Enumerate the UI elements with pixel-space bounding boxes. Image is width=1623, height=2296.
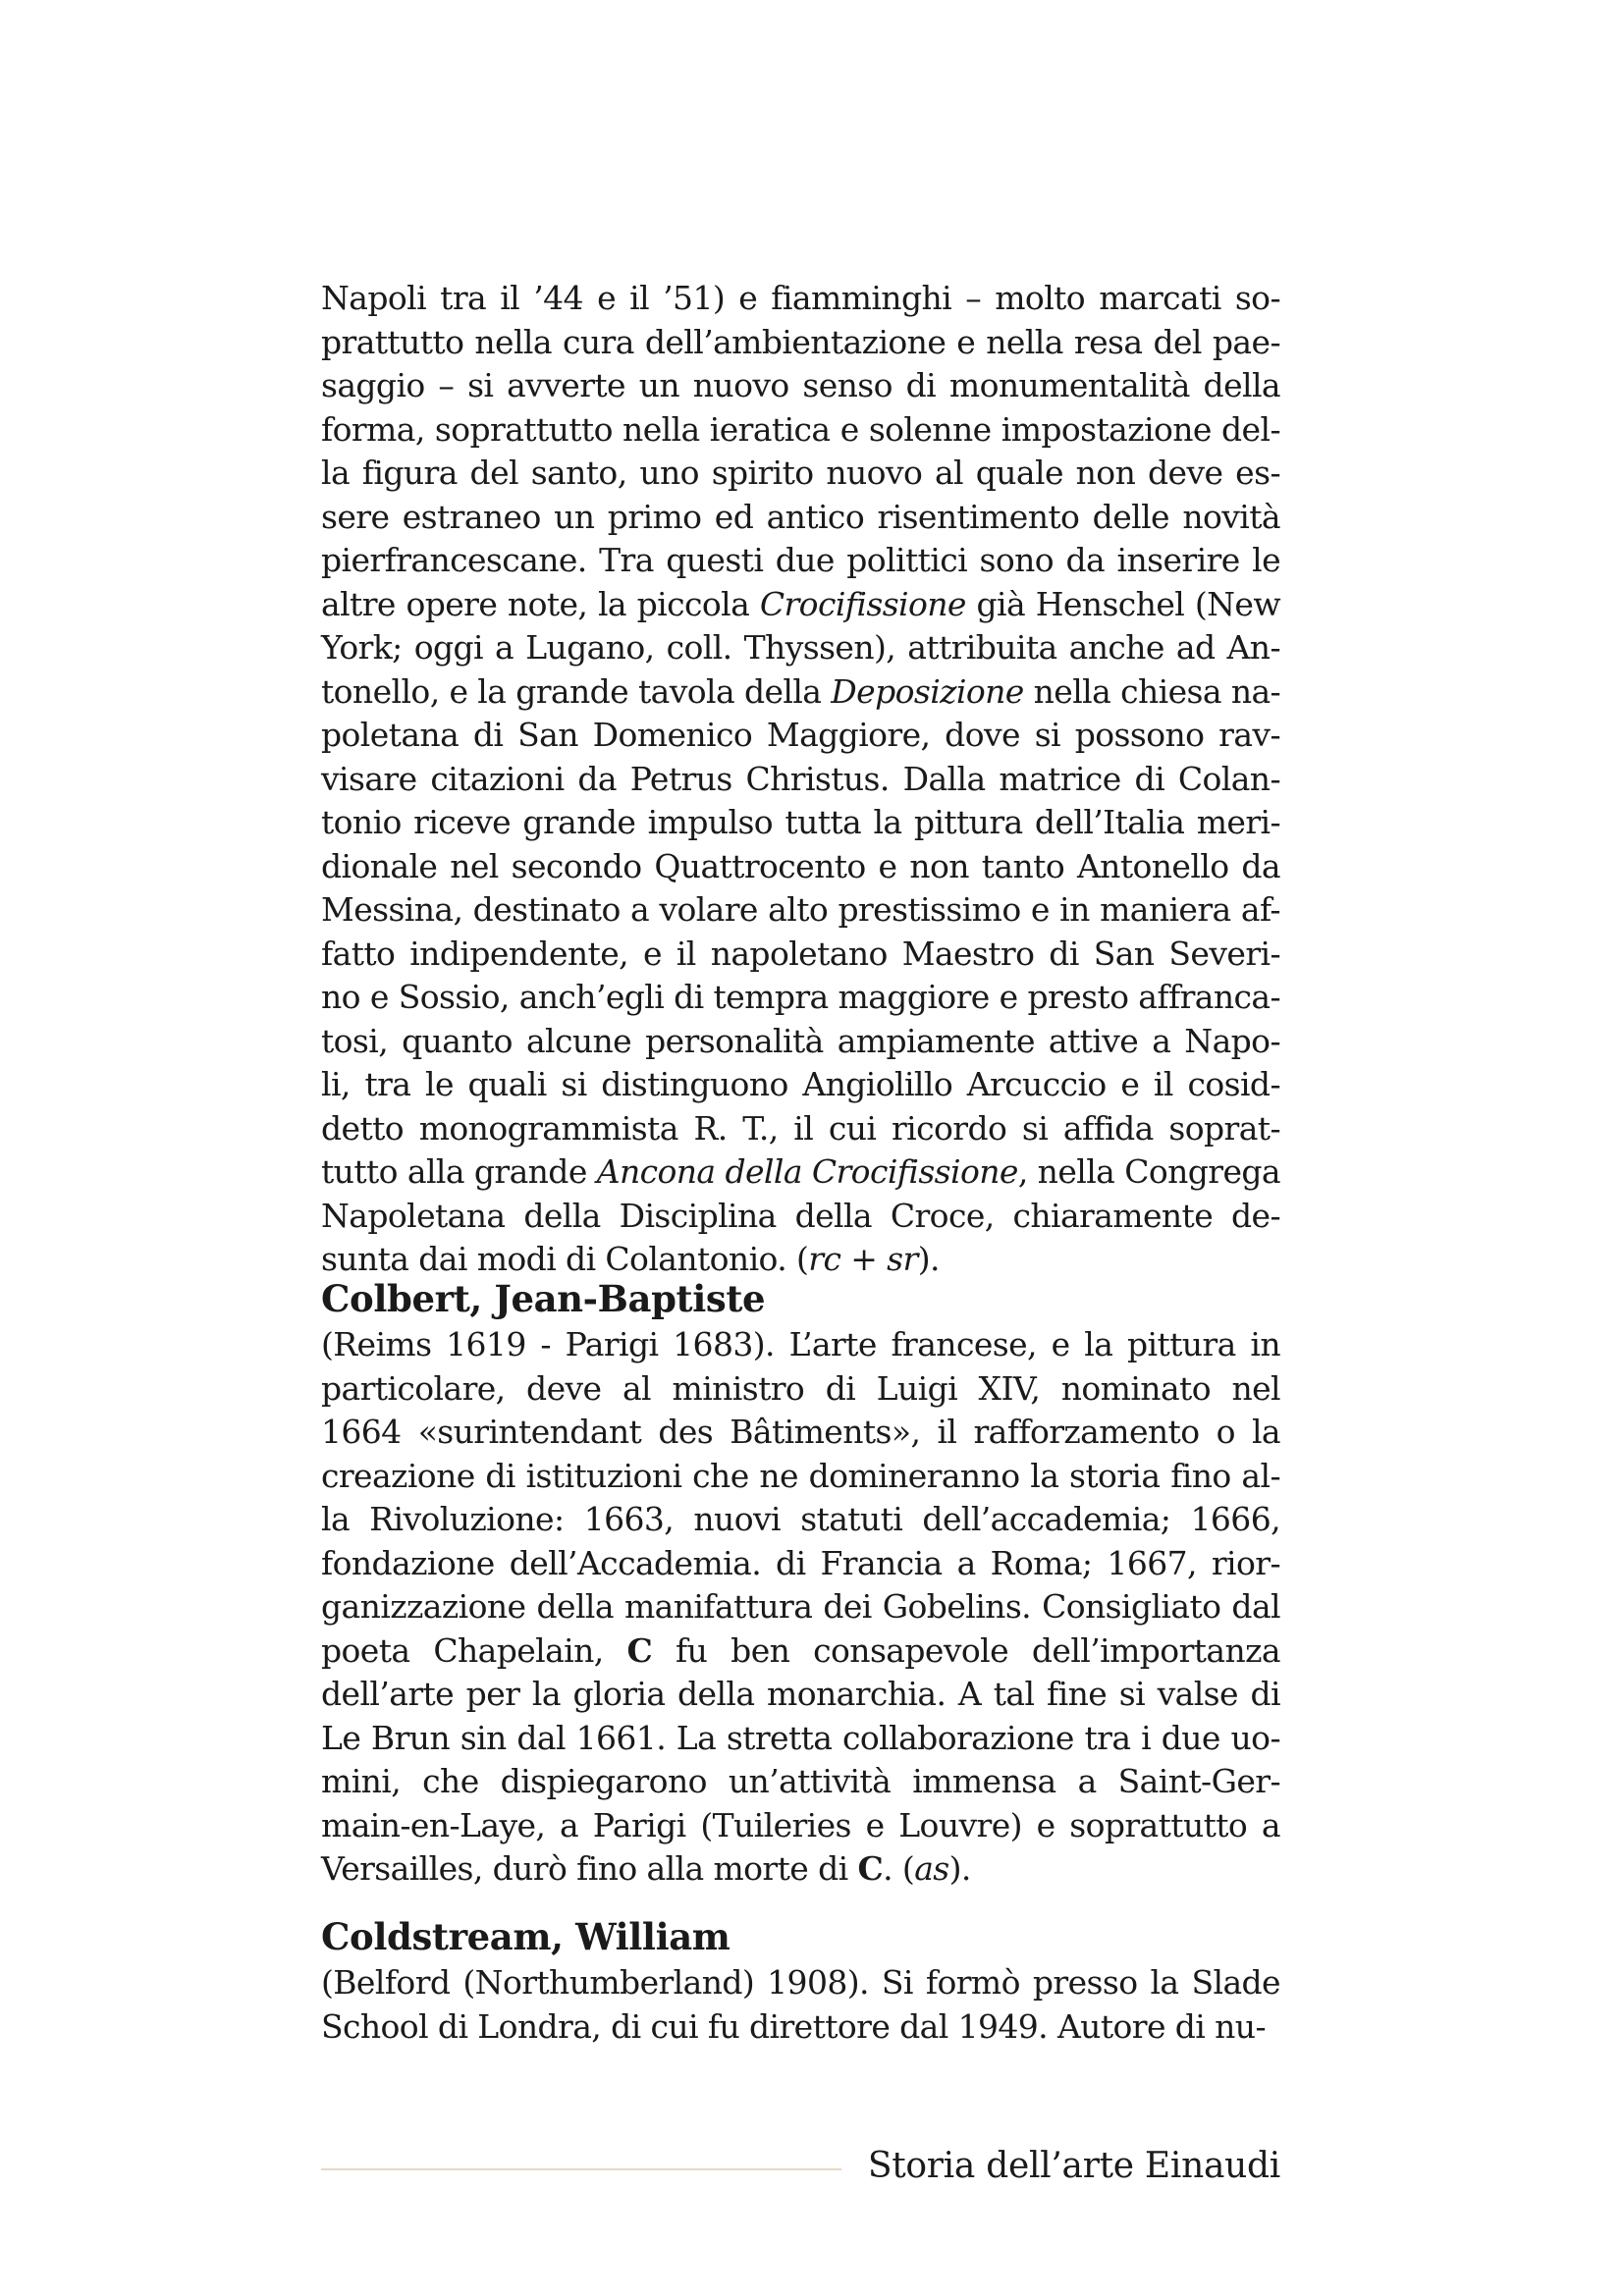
text-segment: altre opere note, la piccola (321, 584, 760, 623)
entry-colbert (321, 1274, 1280, 1892)
text-segment: tonio riceve grande impulso tutta la pittura dell’Italia meri- (321, 803, 1280, 841)
text-line (321, 845, 1280, 889)
text-segment: tutto alla grande (321, 1152, 597, 1191)
italic-text: Crocifissione (759, 584, 966, 623)
text-line (321, 1498, 1280, 1542)
text-line (321, 1629, 1280, 1674)
text-segment: nella chiesa na- (1023, 671, 1281, 711)
italic-text: rc + sr (808, 1240, 918, 1278)
text-line (321, 933, 1280, 977)
text-segment: . ( (883, 1849, 915, 1888)
text-segment: già Henschel (New (965, 584, 1280, 623)
text-segment: li, tra le quali si distinguono Angiolillo Arcuccio e il cosid- (321, 1065, 1280, 1103)
text-line (321, 1411, 1280, 1455)
text-segment: sunta dai modi di Colantonio. ( (321, 1240, 809, 1278)
text-segment: visare citazioni da Petrus Christus. Dalla matrice di Colan- (321, 759, 1280, 798)
italic-text: Deposizione (831, 671, 1024, 711)
text-line (321, 1760, 1280, 1804)
text-line (321, 714, 1280, 758)
text-segment: School di Londra, di cui fu direttore dal 1949. Autore di nu- (321, 2006, 1266, 2046)
footer-title: Storia dell’arte Einaudi (867, 2146, 1280, 2186)
entry-heading: Coldstream, William (321, 1915, 730, 1958)
italic-text: as (914, 1849, 949, 1888)
text-segment: York; oggi a Lugano, coll. Thyssen), attribuita anche ad An- (321, 628, 1280, 667)
text-segment: (Belford (Northumberland) 1908). Si formò presso la Slade (321, 1963, 1280, 2002)
text-segment: sere estraneo un primo ed antico risentimento delle novità (321, 497, 1280, 536)
text-line (321, 408, 1280, 453)
text-segment: (Reims 1619 - Parigi 1683). L’arte francese, e la pittura in (321, 1325, 1280, 1363)
text-segment: particolare, deve al ministro di Luigi XIV, nominato nel (321, 1368, 1280, 1408)
text-line (321, 496, 1280, 540)
text-segment: fu ben consapevole dell’importanza (652, 1630, 1280, 1670)
text-segment: tonello, e la grande tavola della (321, 671, 832, 711)
text-line (321, 539, 1280, 583)
text-line (321, 1961, 1280, 2005)
text-line (321, 2005, 1280, 2050)
text-segment: main-en-Laye, a Parigi (Tuileries e Louvre) e soprattutto a (321, 1805, 1280, 1844)
text-line (321, 1673, 1280, 1717)
text-line (321, 1063, 1280, 1107)
text-segment: la figura del santo, uno spirito nuovo al quale non deve es- (321, 454, 1280, 492)
text-line (321, 321, 1280, 365)
text-line (321, 1150, 1280, 1195)
text-line (321, 1542, 1280, 1586)
text-line (321, 1367, 1280, 1412)
entry-colantonio-continuation (321, 277, 1280, 1282)
text-line (321, 1020, 1280, 1064)
text-line (321, 1323, 1280, 1367)
text-line (321, 758, 1280, 802)
text-segment: no e Sossio, anch’egli di tempra maggiore e presto affranca- (321, 978, 1280, 1016)
entry-coldstream (321, 1912, 1280, 2049)
text-segment: ). (917, 1240, 940, 1278)
text-segment: detto monogrammista R. T., il cui ricordo si affida soprat- (321, 1108, 1280, 1148)
text-segment: pierfrancescane. Tra questi due polittici sono da inserire le (321, 541, 1280, 579)
text-segment: creazione di istituzioni che ne domineranno la storia fino al- (321, 1456, 1280, 1495)
text-segment: Le Brun sin dal 1661. La stretta collaborazione tra i due uo- (321, 1718, 1280, 1757)
bold-text: C (626, 1630, 653, 1670)
footer-rule (321, 2168, 841, 2170)
text-line (321, 364, 1280, 408)
entry-body (321, 277, 1280, 1282)
text-line (321, 888, 1280, 933)
entry-body (321, 1323, 1280, 1892)
text-segment: Napoletana della Disciplina della Croce, chiaramente de- (321, 1196, 1280, 1235)
text-segment: la Rivoluzione: 1663, nuovi statuti dell’accademia; 1666, (321, 1500, 1280, 1538)
text-segment: 1664 «surintendant des Bâtiments», il rafforzamento o la (321, 1413, 1280, 1451)
text-line (321, 1804, 1280, 1848)
text-segment: ). (948, 1849, 971, 1888)
entry-heading: Colbert, Jean-Baptiste (321, 1277, 766, 1320)
text-segment: dell’arte per la gloria della monarchia. A tal fine si valse di (321, 1675, 1280, 1713)
text-segment: fondazione dell’Accademia. di Francia a Roma; 1667, rior- (321, 1543, 1280, 1582)
text-line (321, 1455, 1280, 1499)
text-line (321, 452, 1280, 496)
text-segment: poeta Chapelain, (321, 1630, 627, 1670)
text-segment: ganizzazione della manifattura dei Gobelins. Consigliato dal (321, 1587, 1280, 1626)
text-line (321, 277, 1280, 321)
text-segment: forma, soprattutto nella ieratica e solenne impostazione del- (321, 409, 1280, 449)
text-segment: dionale nel secondo Quattrocento e non tanto Antonello da (321, 846, 1280, 885)
text-line (321, 1107, 1280, 1151)
text-line (321, 1585, 1280, 1629)
text-line (321, 583, 1280, 627)
entry-body (321, 1961, 1280, 2049)
text-segment: poletana di San Domenico Maggiore, dove si possono rav- (321, 716, 1280, 754)
text-segment: Versailles, durò fino alla morte di (321, 1849, 858, 1888)
text-segment: fatto indipendente, e il napoletano Maestro di San Severi- (321, 934, 1280, 973)
text-line (321, 801, 1280, 845)
text-segment: mini, che dispiegarono un’attività immensa a Saint-Ger- (321, 1762, 1280, 1800)
text-line (321, 976, 1280, 1020)
text-segment: Napoli tra il ’44 e il ’51) e fiamminghi – molto marcati so- (321, 279, 1280, 317)
italic-text: Ancona della Crocifissione (596, 1152, 1018, 1191)
text-segment: tosi, quanto alcune personalità ampiamente attive a Napo- (321, 1021, 1280, 1060)
text-segment: , nella Congrega (1017, 1152, 1280, 1191)
text-line (321, 626, 1280, 670)
text-line (321, 1195, 1280, 1239)
text-line (321, 670, 1280, 715)
text-segment: Messina, destinato a volare alto prestissimo e in maniera af- (321, 890, 1280, 929)
text-line (321, 1847, 1280, 1892)
text-line (321, 1717, 1280, 1761)
text-segment: prattutto nella cura dell’ambientazione e nella resa del pae- (321, 322, 1280, 361)
text-segment: saggio – si avverte un nuovo senso di monumentalità della (321, 366, 1280, 404)
bold-text: C (857, 1849, 884, 1888)
